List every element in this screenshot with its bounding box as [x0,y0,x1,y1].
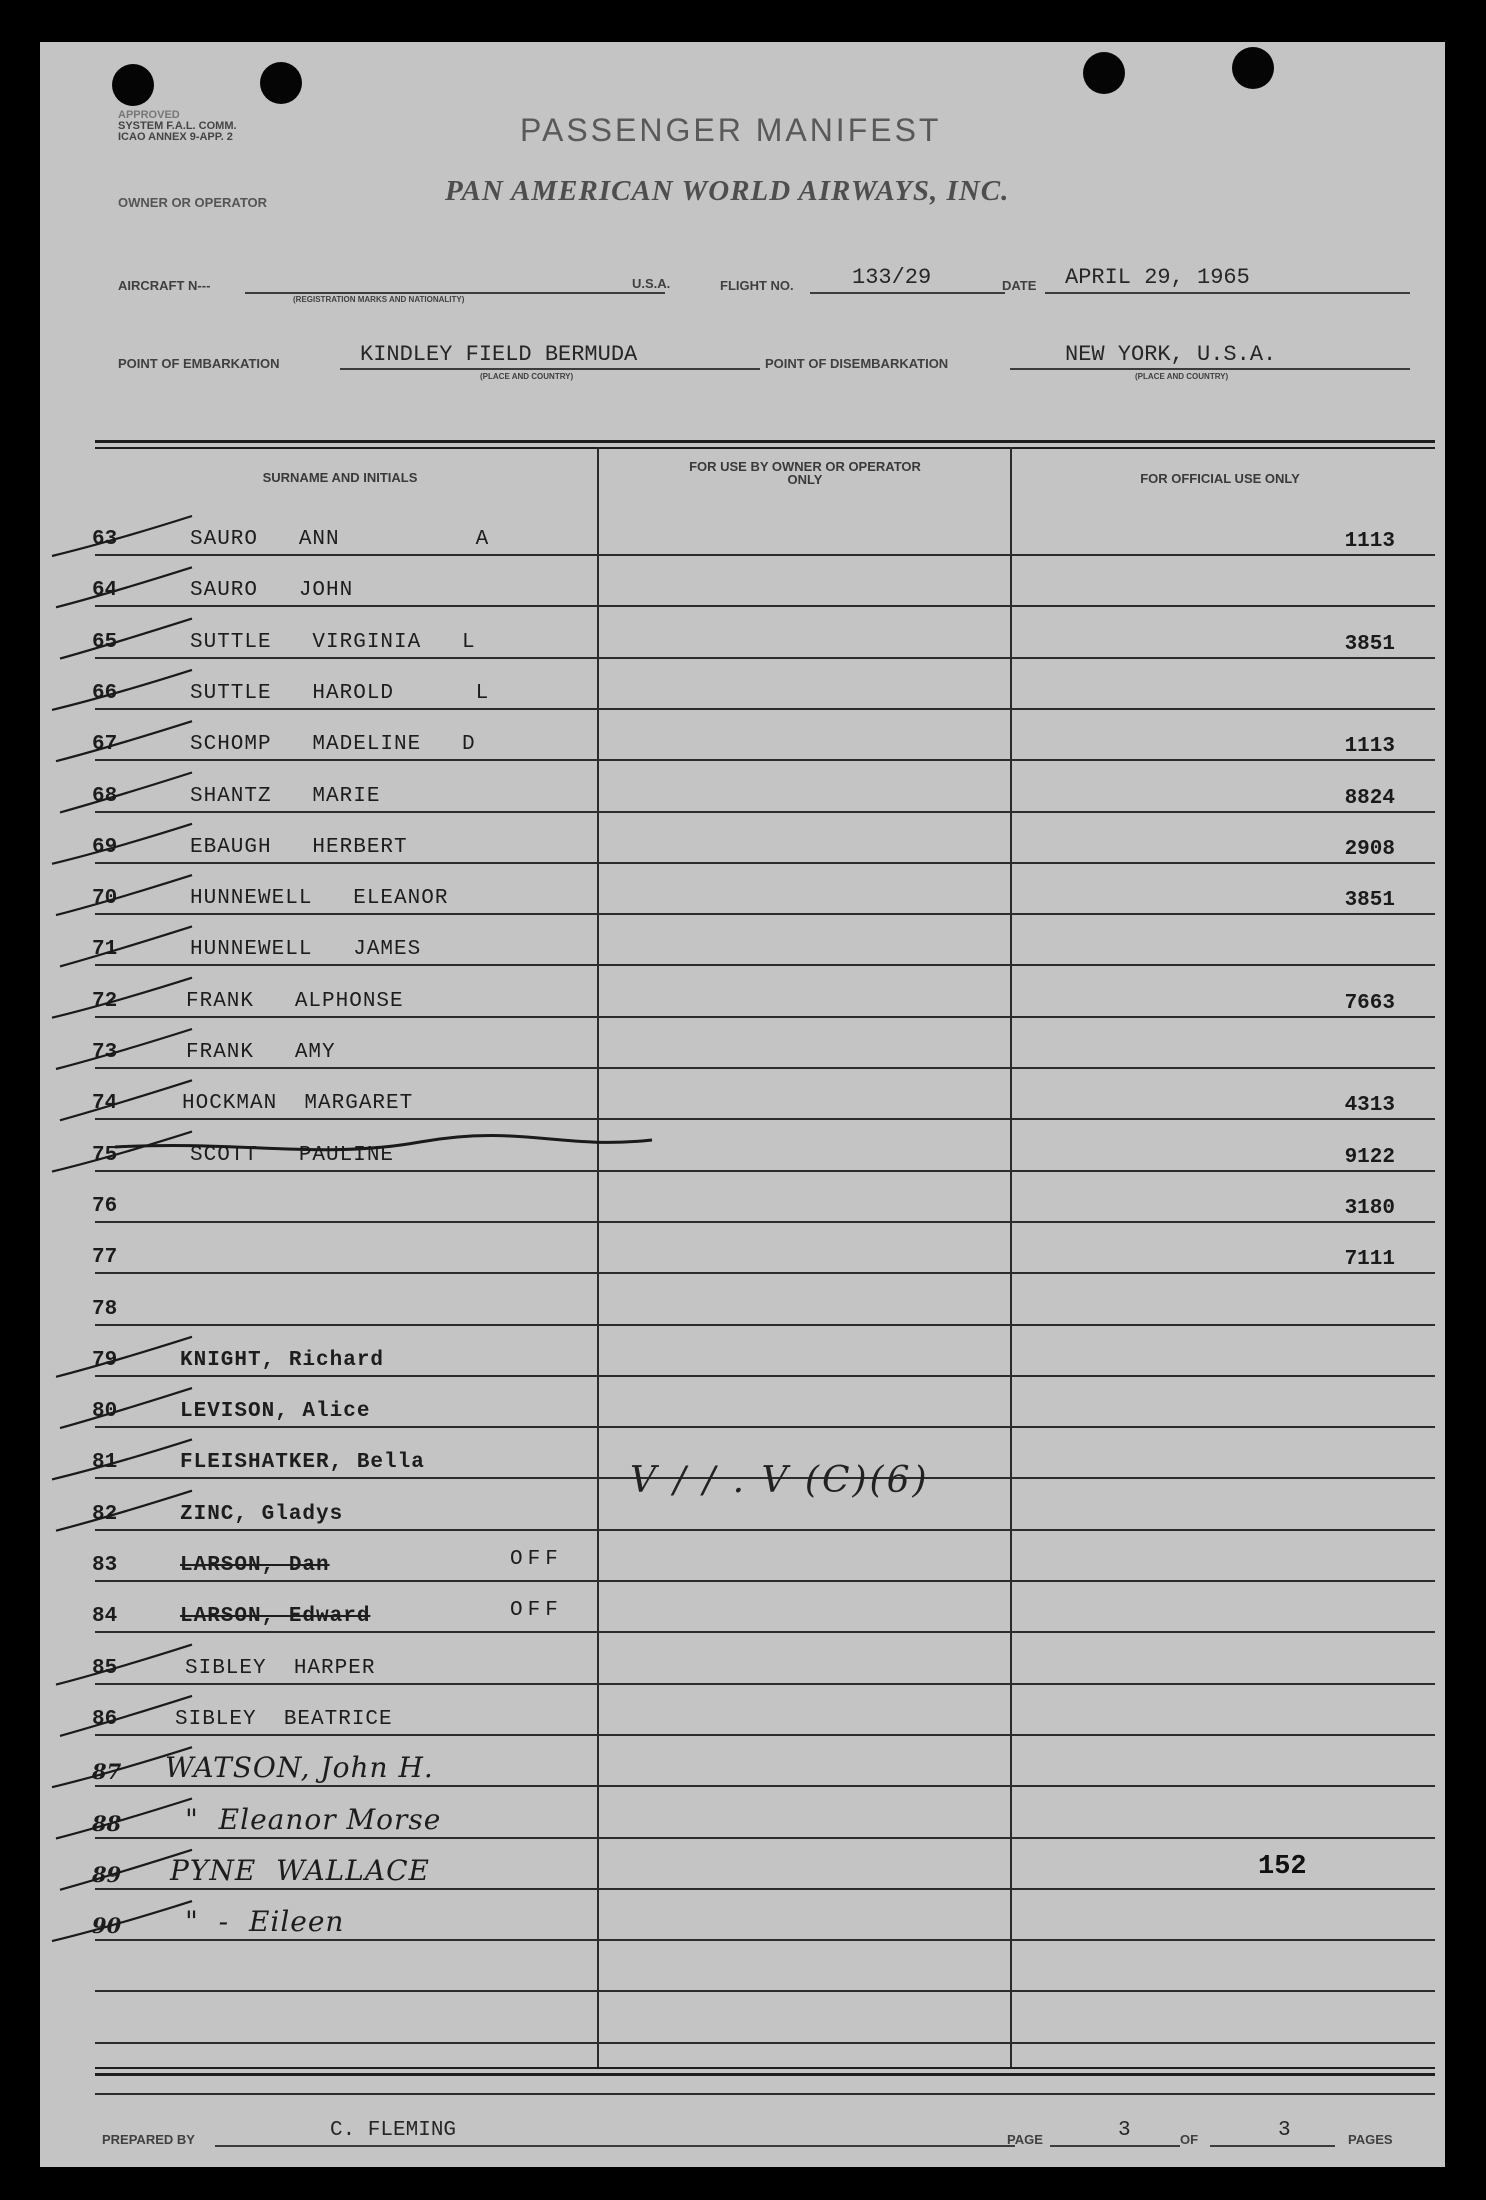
check-stroke [52,516,192,556]
aircraft-label: AIRCRAFT N--- [118,278,211,293]
prepared-by: C. FLEMING [330,2119,457,2142]
airline-name: PAN AMERICAN WORLD AIRWAYS, INC. [445,175,1010,207]
disembark-label: POINT OF DISEMBARKATION [765,356,949,371]
check-stroke [52,670,192,710]
passenger-name: PYNE WALLACE [170,1853,430,1887]
disembark-caption: (PLACE AND COUNTRY) [1135,372,1229,381]
official-code: 7663 [1344,991,1395,1015]
passenger-name: SUTTLE VIRGINIA L [190,630,476,654]
check-stroke [52,1132,192,1172]
check-stroke [52,1901,192,1941]
of-label: OF [1180,2132,1199,2147]
passenger-name: EBAUGH HERBERT [190,835,408,859]
page-number: 3 [1118,2119,1131,2142]
passenger-name: HUNNEWELL JAMES [190,938,422,962]
official-code: 8824 [1344,786,1395,810]
row-number: 86 [92,1707,118,1731]
row-number: 85 [92,1656,118,1680]
off-mark: OFF [510,1599,563,1623]
check-stroke [52,824,192,864]
check-stroke [60,1080,192,1120]
row-number: 65 [92,630,118,654]
check-stroke [60,1388,192,1428]
passenger-name: KNIGHT, Richard [180,1348,385,1372]
page-label: PAGE [1007,2132,1043,2147]
passenger-name: FRANK AMY [186,1041,336,1064]
check-stroke [56,567,192,607]
row-number: 84 [92,1605,118,1629]
check-stroke [52,978,192,1018]
row-number: 82 [92,1502,118,1526]
passenger-name: SIBLEY BEATRICE [175,1707,393,1731]
approval-line: ICAO ANNEX 9-APP. 2 [118,131,233,143]
official-code: 9122 [1344,1145,1395,1169]
row-number: 79 [92,1348,118,1372]
embark-label: POINT OF EMBARKATION [118,356,280,371]
passenger-name: LARSON, Edward [180,1605,371,1629]
approval-line: APPROVED [118,109,180,121]
check-stroke [56,721,192,761]
embark-value: KINDLEY FIELD BERMUDA [360,342,638,367]
passenger-name: SIBLEY HARPER [185,1656,376,1680]
handwritten-note: V / / . V (C)(6) [630,1460,930,1501]
row-number: 67 [92,733,118,757]
passenger-name: SHANTZ MARIE [190,784,381,808]
page-total: 152 [1258,1852,1307,1882]
handwritten-check-marks [40,42,1445,2167]
check-stroke [56,1799,192,1839]
check-stroke [56,1491,192,1531]
check-stroke [60,926,192,966]
date-label: DATE [1002,278,1037,293]
passenger-name: SCOTT PAULINE [190,1143,395,1167]
page-title: PASSENGER MANIFEST [520,112,942,148]
check-stroke [56,875,192,915]
check-stroke [56,1029,192,1069]
passenger-name: ZINC, Gladys [180,1502,344,1526]
embark-caption: (PLACE AND COUNTRY) [480,372,574,381]
row-number: 78 [92,1297,118,1321]
official-code: 1113 [1344,530,1395,553]
official-code: 4313 [1344,1094,1395,1118]
check-stroke [60,1850,192,1890]
col-owner: FOR USE BY OWNER OR OPERATOR ONLY [689,459,921,487]
registration-caption: (REGISTRATION MARKS AND NATIONALITY) [293,295,465,304]
check-stroke [60,619,192,659]
row-number: 66 [92,681,118,705]
official-code: 2908 [1344,837,1395,861]
passenger-name: SUTTLE HAROLD L [190,681,490,705]
row-number: 81 [92,1451,118,1475]
owner-label: OWNER OR OPERATOR [118,195,268,210]
col-official: FOR OFFICIAL USE ONLY [1140,471,1300,486]
row-number: 74 [92,1092,118,1116]
row-number: 90 [92,1913,122,1939]
row-number: 89 [92,1861,122,1887]
total-pages: 3 [1278,2119,1291,2142]
passenger-name: LEVISON, Alice [180,1400,371,1424]
col-surname: SURNAME AND INITIALS [262,470,418,485]
row-number: 63 [92,528,118,551]
check-stroke [52,1747,192,1787]
passenger-name: SAURO ANN A [190,528,490,551]
row-number: 70 [92,887,118,911]
row-number: 71 [92,938,118,962]
passenger-name: FRANK ALPHONSE [186,989,404,1013]
row-number: 72 [92,989,118,1013]
passenger-name: WATSON, John H. [165,1751,434,1785]
official-code: 3851 [1344,632,1395,656]
row-number: 88 [92,1810,122,1836]
row-number: 87 [92,1759,122,1785]
passenger-name: LARSON, Dan [180,1554,330,1577]
row-number: 64 [92,579,118,603]
row-number: 80 [92,1400,118,1424]
passenger-name: HUNNEWELL ELEANOR [190,887,449,911]
row-number: 77 [92,1246,118,1270]
official-code: 3180 [1344,1196,1395,1220]
row-number: 69 [92,835,118,859]
off-mark: OFF [510,1548,563,1571]
date-value: APRIL 29, 1965 [1065,265,1250,290]
check-stroke [60,1696,192,1736]
check-stroke [60,773,192,813]
official-code: 7111 [1344,1248,1395,1272]
prepared-label: PREPARED BY [102,2132,195,2147]
passenger-name: SAURO JOHN [190,579,354,603]
check-stroke [52,1439,192,1479]
disembark-value: NEW YORK, U.S.A. [1065,342,1277,367]
row-number: 76 [92,1194,118,1218]
passenger-name: " - Eileen [185,1905,345,1939]
flight-number: 133/29 [852,265,932,290]
official-code: 1113 [1344,735,1395,759]
passenger-name: SCHOMP MADELINE D [190,733,476,757]
pages-label: PAGES [1348,2132,1393,2147]
official-code: 3851 [1344,889,1395,913]
passenger-name: FLEISHATKER, Bella [180,1451,425,1475]
usa-label: U.S.A. [632,276,671,291]
check-stroke [56,1337,192,1377]
flight-label: FLIGHT NO. [720,278,794,293]
row-number: 73 [92,1041,118,1064]
passenger-name: HOCKMAN MARGARET [182,1092,414,1116]
row-number: 83 [92,1554,118,1577]
passenger-name: " Eleanor Morse [185,1802,442,1836]
check-stroke [56,1645,192,1685]
manifest-sheet [40,42,1445,2167]
approval-line: SYSTEM F.A.L. COMM. [118,120,237,132]
row-number: 68 [92,784,118,808]
scribble-mark [115,1135,652,1149]
row-number: 75 [92,1143,118,1167]
